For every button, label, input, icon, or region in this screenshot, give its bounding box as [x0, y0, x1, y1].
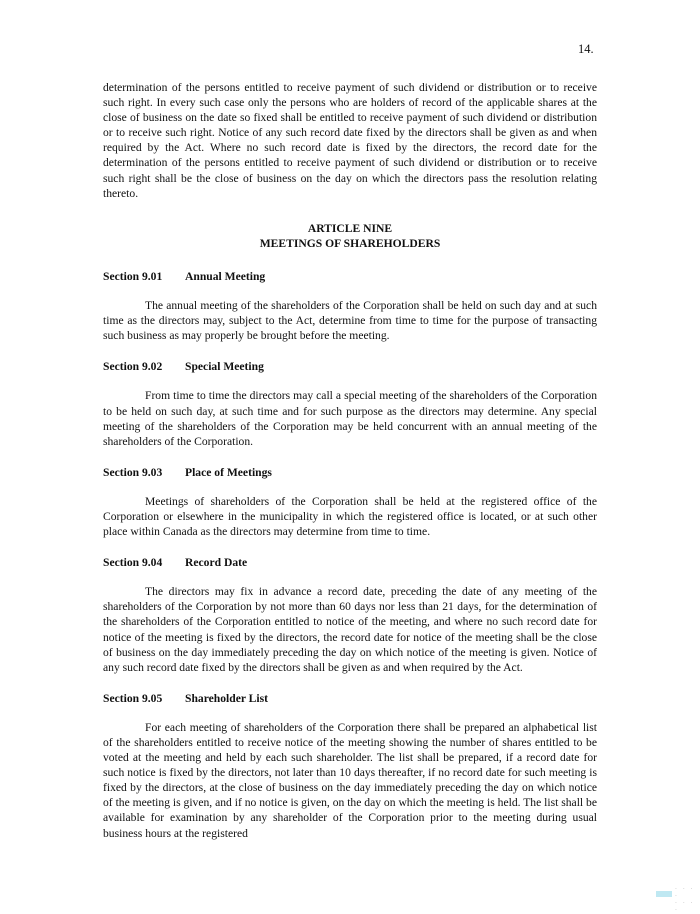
- section-heading: [103, 555, 597, 570]
- section-number: Section 9.02: [103, 360, 163, 374]
- section-title: Annual Meeting: [185, 269, 266, 283]
- section-paragraph: Meetings of shareholders of the Corporation shall be held at the registered office of the Corporation or elsewhere in the municipality in which the registered office is located, or at such other place within Canada as the directors may determine from time to time.: [103, 494, 597, 539]
- article-number: ARTICLE NINE: [307, 221, 393, 235]
- section-heading: [103, 691, 597, 706]
- page-corner-dots: · · · · · · · ·: [675, 886, 695, 914]
- article-heading: [103, 221, 597, 251]
- section-paragraph: From time to time the directors may call a special meeting of the shareholders of the Corporation to be held on such day, at such time and for such purpose as the directors may determine. Any special meeting of the shareholders of the Corporation may be held concurrent with an annual meeting of the shareholders of the Corporation.: [103, 389, 597, 448]
- section-heading: [103, 359, 597, 374]
- section-number: Section 9.04: [103, 556, 163, 570]
- section-number: Section 9.05: [103, 691, 163, 705]
- article-title: MEETINGS OF SHAREHOLDERS: [259, 236, 441, 250]
- continuation-paragraph: determination of the persons entitled to receive payment of such dividend or distribution or to receive such right. In every such case only the persons who are holders of record of the applicable shares at the close of business on the date so fixed shall be entitled to receive payment of such dividend or distribution or to receive such right. Notice of any such record date fixed by the directors shall be given as and when required by the Act. Where no such record date is fixed by the directors, the record date for the determination of the persons entitled to receive payment of such dividend or distribution or to receive such right shall be the close of business on the day on which the directors pass the resolution relating thereto.: [103, 81, 597, 200]
- section-paragraph: The directors may fix in advance a record date, preceding the date of any meeting of the shareholders of the Corporation by not more than 60 days nor less than 21 days, for the determination of the shareholders of the Corporation entitled to notice of the meeting, and where no such record date for notice of the meeting is fixed by the directors, the record date for notice of the meeting shall be the close of business on the day immediately preceding the day on which notice of the meeting is given. Notice of any such record date fixed by the directors shall be given as and when required by the Act.: [103, 585, 597, 674]
- section-title: Special Meeting: [185, 360, 264, 374]
- page-corner-mark: [656, 891, 672, 897]
- section-paragraph: For each meeting of shareholders of the Corporation there shall be prepared an alphabetical list of the shareholders entitled to receive notice of the meeting showing the number of shares entitled to be voted at the meeting and held by each such shareholder. The list shall be prepared, if a record date for such notice is fixed by the directors, not later than 10 days thereafter, if no record date for such meeting is fixed by the directors, at the close of business on the day immediately preceding the day on which notice of the meeting is given, and if no notice is given, on the day on which the meeting is held. The list shall be available for examination by any shareholder of the Corporation prior to the meeting during usual business hours at the registered: [103, 720, 597, 840]
- page-number: 14.: [578, 42, 594, 56]
- section-heading: [103, 269, 597, 284]
- section-title: Record Date: [185, 556, 248, 570]
- document-body: [103, 80, 597, 841]
- section-number: Section 9.01: [103, 269, 163, 283]
- section-heading: [103, 465, 597, 480]
- section-number: Section 9.03: [103, 465, 163, 479]
- section-paragraph: The annual meeting of the shareholders of the Corporation shall be held on such day and at such time as the directors may, subject to the Act, determine from time to time for the purpose of transacting such business as may properly be brought before the meeting.: [103, 299, 597, 343]
- section-title: Place of Meetings: [185, 465, 272, 479]
- section-title: Shareholder List: [185, 691, 268, 705]
